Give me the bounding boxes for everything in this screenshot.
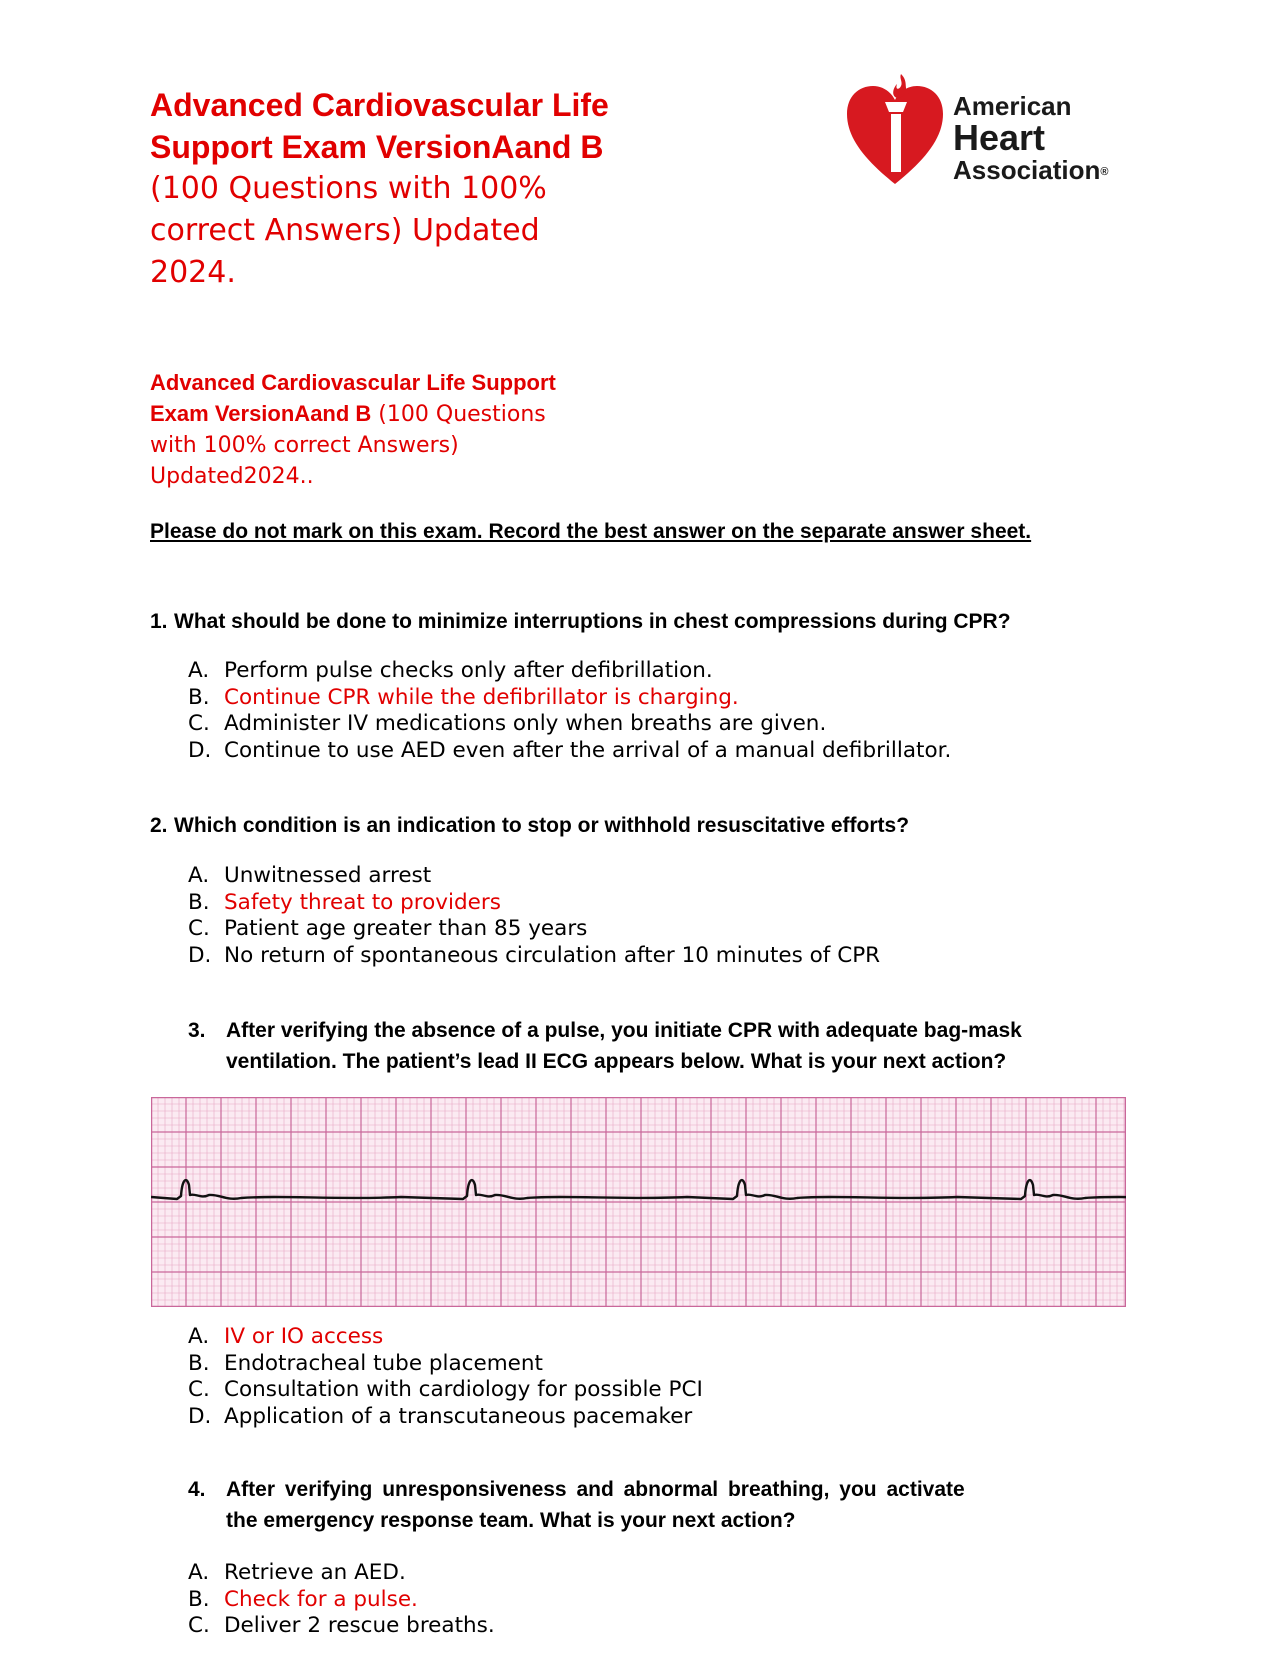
logo-wordmark — [953, 92, 1108, 186]
option-text: Check for a pulse. — [224, 1586, 418, 1612]
option-letter: D. — [188, 942, 212, 968]
title-line: Support Exam VersionAand B — [150, 129, 604, 165]
option-letter: D. — [188, 1403, 212, 1429]
question-number: 3. — [188, 1019, 206, 1042]
answer-option-correct — [188, 1587, 495, 1614]
logo-text: Heart — [953, 117, 1046, 158]
document-title — [150, 84, 710, 294]
option-text: Safety threat to providers — [224, 889, 501, 915]
option-text: Perform pulse checks only after defibrillation. — [224, 658, 713, 683]
question-2 — [150, 810, 909, 841]
question-text: After verifying the absence of a pulse, you initiate CPR with adequate bag-mask — [226, 1019, 1022, 1042]
subtitle-regular: (100 Questions — [371, 402, 546, 427]
answer-option — [188, 1560, 495, 1587]
logo-text — [953, 156, 1108, 186]
option-letter: C. — [188, 711, 210, 736]
answer-option-correct — [188, 1324, 703, 1351]
answer-option — [188, 738, 951, 765]
heart-torch-icon — [845, 72, 945, 192]
answer-option — [188, 1351, 703, 1378]
answer-option — [188, 943, 880, 970]
option-text: Administer IV medications only when breaths are given. — [224, 711, 827, 736]
title-line: 2024. — [150, 255, 236, 290]
question-text: ventilation. The patient’s lead II ECG appears below. What is your next action? — [226, 1050, 1007, 1073]
title-line: Advanced Cardiovascular Life — [150, 87, 609, 123]
question-4 — [188, 1474, 965, 1536]
registered-mark: ® — [1100, 166, 1109, 179]
answer-option — [188, 1613, 495, 1640]
question-1-options — [188, 658, 951, 764]
option-text: Continue CPR while the defibrillator is charging. — [224, 684, 739, 710]
instruction-text: Please do not mark on this exam. Record the best answer on the separate answer sheet. — [150, 520, 1032, 543]
question-4-options — [188, 1560, 495, 1640]
subtitle-bold: Exam VersionAand B — [150, 401, 372, 426]
option-text: IV or IO access — [224, 1324, 384, 1349]
option-text: Continue to use AED even after the arrival of a manual defibrillator. — [224, 737, 952, 763]
aha-logo — [845, 72, 1135, 192]
ecg-strip — [151, 1097, 1126, 1307]
option-letter: C. — [188, 1377, 210, 1402]
option-text: Patient age greater than 85 years — [224, 916, 588, 941]
option-letter: B. — [188, 1350, 210, 1376]
question-2-options — [188, 863, 880, 969]
question-number: 2. — [150, 814, 168, 837]
title-line: correct Answers) Updated — [150, 213, 540, 248]
title-line: (100 Questions with 100% — [150, 171, 547, 206]
answer-option-correct — [188, 685, 951, 712]
question-number: 1. — [150, 610, 168, 633]
option-text: Retrieve an AED. — [224, 1560, 406, 1585]
subtitle-line — [150, 398, 750, 430]
option-letter: B. — [188, 684, 210, 710]
subtitle-line: Updated2024.. — [150, 464, 314, 489]
question-3-options — [188, 1324, 703, 1430]
option-letter: A. — [188, 658, 210, 683]
option-letter: B. — [188, 1586, 210, 1612]
subtitle-line: with 100% correct Answers) — [150, 433, 459, 458]
answer-option — [188, 1404, 703, 1431]
answer-option — [188, 863, 880, 890]
logo-text: Association — [953, 155, 1101, 185]
option-text: Deliver 2 rescue breaths. — [224, 1613, 495, 1638]
answer-option — [188, 916, 880, 943]
question-1 — [150, 606, 1011, 637]
option-letter: A. — [188, 863, 210, 888]
option-text: Endotracheal tube placement — [224, 1350, 543, 1376]
subtitle-line: Advanced Cardiovascular Life Support — [150, 370, 556, 395]
option-letter: C. — [188, 1613, 210, 1638]
answer-option — [188, 711, 951, 738]
answer-option — [188, 658, 951, 685]
option-letter: A. — [188, 1560, 210, 1585]
question-text: What should be done to minimize interruptions in chest compressions during CPR? — [174, 610, 1011, 633]
option-text: Application of a transcutaneous pacemaker — [224, 1403, 693, 1429]
document-subtitle — [150, 367, 750, 492]
question-3 — [188, 1015, 1022, 1077]
option-letter: A. — [188, 1324, 210, 1349]
question-number: 4. — [188, 1478, 206, 1501]
answer-option — [188, 1377, 703, 1404]
option-text: Unwitnessed arrest — [224, 863, 432, 888]
question-text: Which condition is an indication to stop or withhold resuscitative efforts? — [174, 814, 910, 837]
question-text: After verifying unresponsiveness and abnormal breathing, you activate — [226, 1478, 965, 1501]
option-letter: C. — [188, 916, 210, 941]
question-text: the emergency response team. What is your next action? — [226, 1509, 796, 1532]
option-text: No return of spontaneous circulation after 10 minutes of CPR — [224, 942, 881, 968]
option-letter: D. — [188, 737, 212, 763]
logo-text: American — [953, 91, 1072, 121]
option-text: Consultation with cardiology for possible PCI — [224, 1377, 703, 1402]
option-letter: B. — [188, 889, 210, 915]
answer-option-correct — [188, 890, 880, 917]
